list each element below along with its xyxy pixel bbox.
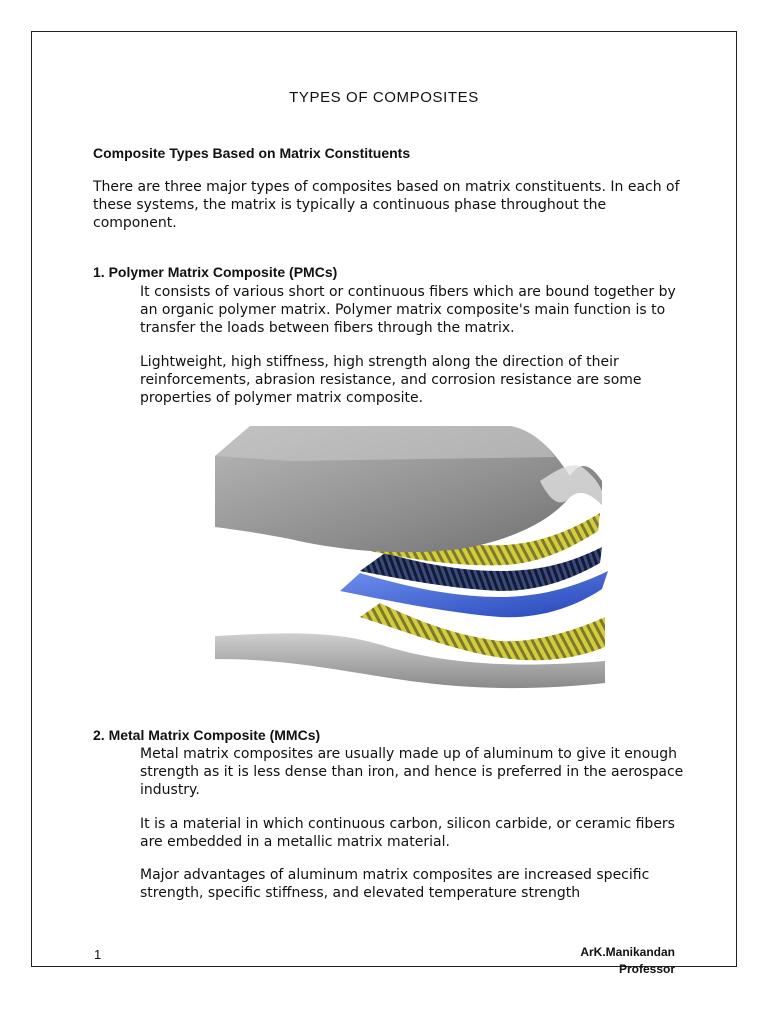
- pmc-paragraph-1: It consists of various short or continuous fibers which are bound together by an organic polymer matrix. Polymer matrix composite's main function is to transfer the loads between fibers through the matrix.: [140, 284, 676, 336]
- mmc-heading: 2. Metal Matrix Composite (MMCs): [93, 727, 321, 743]
- mmc-paragraph-2: It is a material in which continuous carbon, silicon carbide, or ceramic fibers are embedded in a metallic matrix material.: [140, 816, 675, 850]
- pmc-heading: 1. Polymer Matrix Composite (PMCs): [93, 264, 338, 280]
- author-name: ArK.Manikandan: [580, 945, 675, 959]
- author-title: Professor: [618, 962, 675, 976]
- pmc-paragraph-2: Lightweight, high stiffness, high strength along the direction of their reinforcements, abrasion resistance, and corrosion resistance are some properties of polymer matrix composite.: [140, 354, 642, 406]
- page-title: TYPES OF COMPOSITES: [289, 89, 479, 106]
- author-block: [580, 944, 675, 978]
- composite-layers-illustration: [210, 421, 610, 693]
- mmc-paragraph-3: Major advantages of aluminum matrix composites are increased specific strength, specific stiffness, and elevated temperature strength: [140, 867, 650, 901]
- page-number: 1: [94, 947, 102, 962]
- section-subtitle: Composite Types Based on Matrix Constituents: [93, 145, 411, 161]
- mmc-paragraph-1: Metal matrix composites are usually made up of aluminum to give it enough strength as it is less dense than iron, and hence is preferred in the aerospace industry.: [140, 746, 684, 798]
- intro-paragraph: There are three major types of composites based on matrix constituents. In each of these systems, the matrix is typically a continuous phase throughout the component.: [93, 179, 680, 231]
